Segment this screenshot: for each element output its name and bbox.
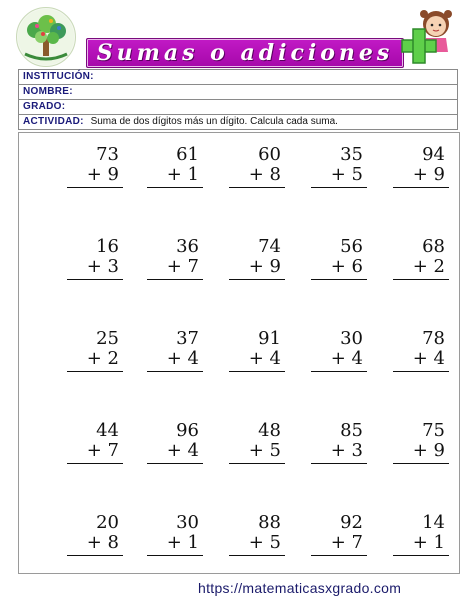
addend-top: 85 xyxy=(340,420,363,441)
sum-line xyxy=(229,279,285,280)
nombre-label: NOMBRE: xyxy=(23,86,73,97)
institucion-label: INSTITUCIÓN: xyxy=(23,71,94,82)
addend-top: 44 xyxy=(96,420,119,441)
sum-line xyxy=(147,187,203,188)
addend-top: 20 xyxy=(96,512,119,533)
sum-line xyxy=(393,187,449,188)
addition-problem xyxy=(307,513,367,556)
addition-problem xyxy=(143,329,203,372)
sum-line xyxy=(147,555,203,556)
addend-bottom: + 2 xyxy=(412,256,445,277)
addend-top: 78 xyxy=(422,328,445,349)
addend-top: 61 xyxy=(176,144,199,165)
sum-line xyxy=(67,371,123,372)
actividad-text: Suma de dos dígitos más un dígito. Calcula cada suma. xyxy=(90,116,338,127)
sum-line xyxy=(311,187,367,188)
sum-line xyxy=(229,371,285,372)
addend-bottom: + 9 xyxy=(248,256,281,277)
addend-bottom: + 6 xyxy=(330,256,363,277)
addend-top: 48 xyxy=(258,420,281,441)
addition-problem xyxy=(143,145,203,188)
addend-top: 30 xyxy=(340,328,363,349)
sum-line xyxy=(67,463,123,464)
addend-top: 96 xyxy=(176,420,199,441)
addition-problem xyxy=(63,421,123,464)
addition-problem xyxy=(225,421,285,464)
addend-top: 75 xyxy=(422,420,445,441)
addend-top: 30 xyxy=(176,512,199,533)
addend-bottom: + 8 xyxy=(86,532,119,553)
sum-line xyxy=(229,555,285,556)
addend-bottom: + 4 xyxy=(166,440,199,461)
addend-bottom: + 3 xyxy=(330,440,363,461)
addend-bottom: + 4 xyxy=(248,348,281,369)
addition-problem xyxy=(225,513,285,556)
sum-line xyxy=(147,279,203,280)
sum-line xyxy=(393,463,449,464)
sum-line xyxy=(393,371,449,372)
addend-top: 74 xyxy=(258,236,281,257)
addition-problem xyxy=(63,237,123,280)
addition-problem xyxy=(143,421,203,464)
addend-bottom: + 7 xyxy=(330,532,363,553)
title-banner xyxy=(86,38,404,68)
addition-problem xyxy=(389,421,449,464)
addend-top: 94 xyxy=(422,144,445,165)
addend-top: 60 xyxy=(258,144,281,165)
grado-label: GRADO: xyxy=(23,101,66,112)
addition-problem xyxy=(307,329,367,372)
addition-problem xyxy=(389,329,449,372)
addend-bottom: + 4 xyxy=(330,348,363,369)
addend-bottom: + 5 xyxy=(330,164,363,185)
actividad-label: ACTIVIDAD: xyxy=(23,116,84,127)
addition-problem xyxy=(389,513,449,556)
grado-row[interactable] xyxy=(19,100,457,115)
sum-line xyxy=(311,279,367,280)
sum-line xyxy=(311,463,367,464)
addend-bottom: + 9 xyxy=(412,440,445,461)
addition-problem xyxy=(307,237,367,280)
addition-problem xyxy=(143,237,203,280)
addend-bottom: + 7 xyxy=(86,440,119,461)
addend-top: 36 xyxy=(176,236,199,257)
addend-bottom: + 1 xyxy=(166,532,199,553)
addition-problem xyxy=(225,145,285,188)
addend-top: 91 xyxy=(258,328,281,349)
addend-bottom: + 5 xyxy=(248,440,281,461)
sum-line xyxy=(311,555,367,556)
addend-top: 14 xyxy=(422,512,445,533)
addend-top: 16 xyxy=(96,236,119,257)
addend-top: 56 xyxy=(340,236,363,257)
addition-problem xyxy=(63,329,123,372)
addend-bottom: + 5 xyxy=(248,532,281,553)
addend-top: 35 xyxy=(340,144,363,165)
addend-top: 37 xyxy=(176,328,199,349)
addend-bottom: + 2 xyxy=(86,348,119,369)
sum-line xyxy=(67,555,123,556)
addition-problem xyxy=(225,329,285,372)
addend-bottom: + 4 xyxy=(412,348,445,369)
addend-top: 68 xyxy=(422,236,445,257)
addend-top: 88 xyxy=(258,512,281,533)
addend-bottom: + 7 xyxy=(166,256,199,277)
sum-line xyxy=(147,463,203,464)
sum-line xyxy=(393,555,449,556)
sum-line xyxy=(229,463,285,464)
addend-bottom: + 9 xyxy=(86,164,119,185)
addend-top: 73 xyxy=(96,144,119,165)
nombre-row[interactable] xyxy=(19,85,457,100)
exercise-frame xyxy=(18,132,460,574)
addend-top: 25 xyxy=(96,328,119,349)
sum-line xyxy=(229,187,285,188)
addend-bottom: + 1 xyxy=(412,532,445,553)
addition-problem xyxy=(389,237,449,280)
sum-line xyxy=(67,279,123,280)
addend-bottom: + 4 xyxy=(166,348,199,369)
addition-problem xyxy=(143,513,203,556)
addend-top: 92 xyxy=(340,512,363,533)
institucion-row[interactable] xyxy=(19,70,457,85)
addend-bottom: + 3 xyxy=(86,256,119,277)
page-title: Sumas o adiciones xyxy=(96,40,394,66)
sum-line xyxy=(311,371,367,372)
addition-problem xyxy=(307,421,367,464)
tree-logo-icon xyxy=(16,7,76,67)
addition-problem xyxy=(225,237,285,280)
addition-problem xyxy=(63,145,123,188)
sum-line xyxy=(67,187,123,188)
addend-bottom: + 8 xyxy=(248,164,281,185)
addend-bottom: + 1 xyxy=(166,164,199,185)
addition-problem xyxy=(307,145,367,188)
addition-problem xyxy=(63,513,123,556)
actividad-row xyxy=(19,115,457,129)
sum-line xyxy=(147,371,203,372)
site-url[interactable]: https://matematicasxgrado.com xyxy=(198,580,402,596)
student-info-table xyxy=(18,69,458,130)
addition-problem xyxy=(389,145,449,188)
sum-line xyxy=(393,279,449,280)
addend-bottom: + 9 xyxy=(412,164,445,185)
